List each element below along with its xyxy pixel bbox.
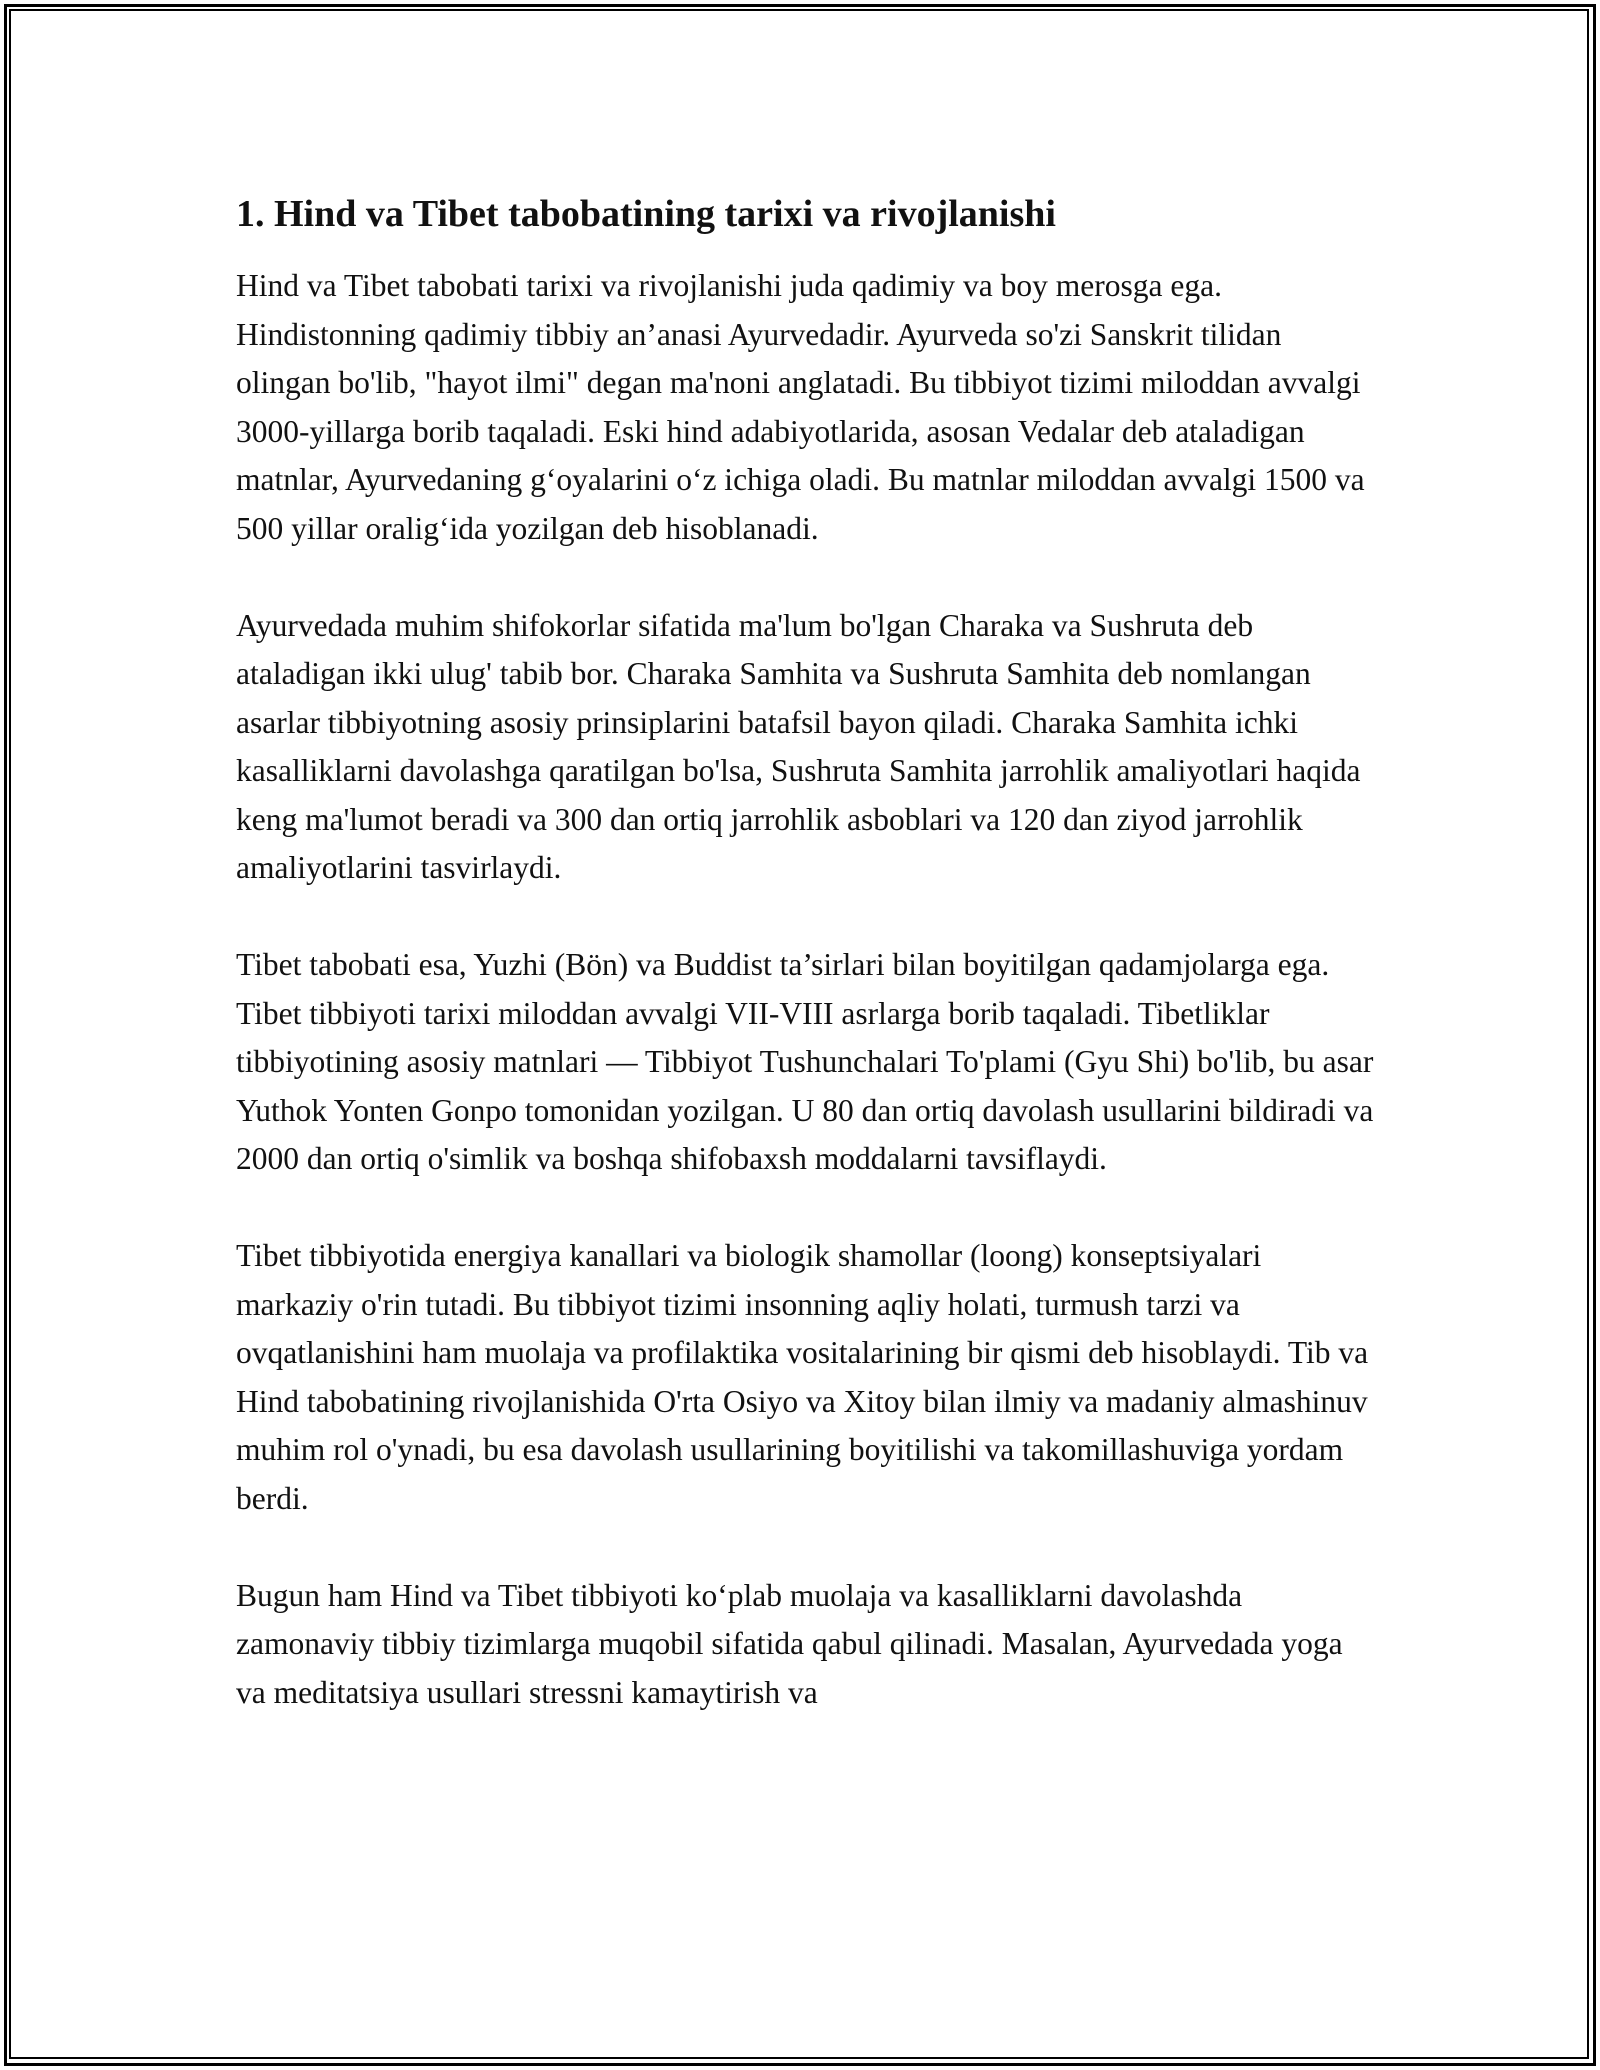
paragraph-modern-use: Bugun ham Hind va Tibet tibbiyoti ko‘plab muolaja va kasalliklarni davolashda zamonaviy tibbiy tizimlarga muqobil sifatida qabul qilinadi. Masalan, Ayurvedada yoga va meditatsiya usullari stressni kamaytirish va (236, 1577, 1343, 1710)
paragraph-charaka-sushruta: Ayurvedada muhim shifokorlar sifatida ma'lum bo'lgan Charaka va Sushruta deb ataladigan ikki ulug' tabib bor. Charaka Samhita va Sushruta Samhita deb nomlangan asarlar tibbiyotning asosiy prinsiplarini batafsil bayon qiladi. Charaka Samhita ichki kasalliklarni davolashga qaratilgan bo'lsa, Sushruta Samhita jarrohlik amaliyotlari haqida keng ma'lumot beradi va 300 dan ortiq jarrohlik asboblari va 120 dan ziyod jarrohlik amaliyotlarini tasvirlaydi. (236, 607, 1361, 885)
paragraph-ayurveda-origins: Hind va Tibet tabobati tarixi va rivojlanishi juda qadimiy va boy merosga ega. Hindistonning qadimiy tibbiy an’anasi Ayurvedadir. Ayurveda so'zi Sanskrit tilidan olingan bo'lib, "hayot ilmi" degan ma'noni anglatadi. Bu tibbiyot tizimi miloddan avvalgi 3000-yillarga borib taqaladi. Eski hind adabiyotlarida, asosan Vedalar deb ataladigan matnlar, Ayurvedaning g‘oyalarini o‘z ichiga oladi. Bu matnlar miloddan avvalgi 1500 va 500 yillar oralig‘ida yozilgan deb hisoblanadi. (236, 268, 1365, 546)
document-body (236, 190, 1376, 1766)
paragraph-energy-channels: Tibet tibbiyotida energiya kanallari va biologik shamollar (loong) konseptsiyalari markaziy o'rin tutadi. Bu tibbiyot tizimi insonning aqliy holati, turmush tarzi va ovqatlanishini ham muolaja va profilaktika vositalarining bir qismi deb hisoblaydi. Tib va Hind tabobatining rivojlanishida O'rta Osiyo va Xitoy bilan ilmiy va madaniy almashinuv muhim rol o'ynadi, bu esa davolash usullarining boyitilishi va takomillashuviga yordam berdi. (236, 1238, 1369, 1516)
paragraph-tibetan-medicine: Tibet tabobati esa, Yuzhi (Bön) va Buddist ta’sirlari bilan boyitilgan qadamjolarga ega. Tibet tibbiyoti tarixi miloddan avvalgi VII-VIII asrlarga borib taqaladi. Tibetliklar tibbiyotining asosiy matnlari — Tibbiyot Tushunchalari To'plami (Gyu Shi) bo'lib, bu asar Yuthok Yonten Gonpo tomonidan yozilgan. U 80 dan ortiq davolash usullarini bildiradi va 2000 dan ortiq o'simlik va boshqa shifobaxsh moddalarni tavsiflaydi. (236, 947, 1374, 1176)
section-heading: 1. Hind va Tibet tabobatining tarixi va rivojlanishi (236, 193, 1056, 235)
